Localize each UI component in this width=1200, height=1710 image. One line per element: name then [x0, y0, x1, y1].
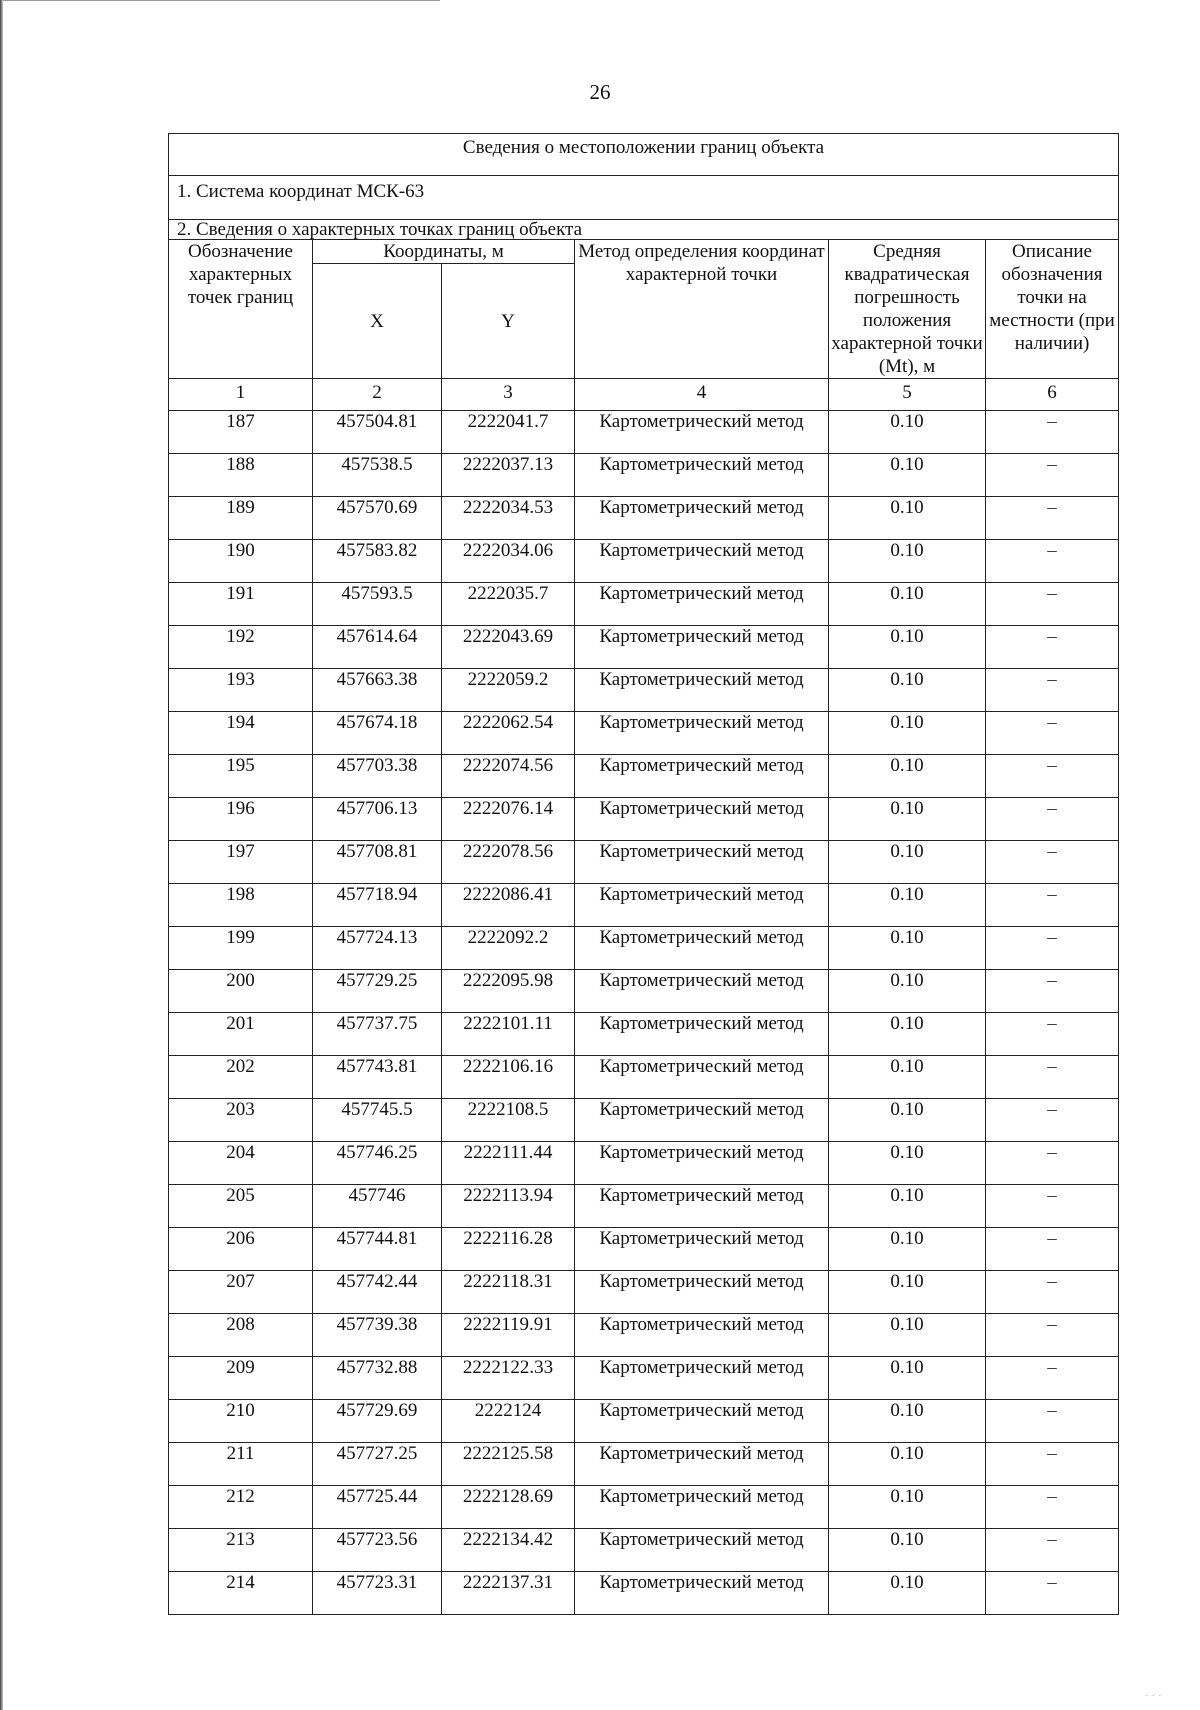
- cell-point: 212: [169, 1486, 313, 1529]
- cell-method: Картометрический метод: [575, 454, 829, 497]
- cell-method: Картометрический метод: [575, 1185, 829, 1228]
- table-row: [169, 841, 1119, 884]
- cell-method: Картометрический метод: [575, 1314, 829, 1357]
- cell-x: 457614.64: [313, 626, 442, 669]
- cell-y: 2222134.42: [442, 1529, 575, 1572]
- cell-error: 0.10: [829, 1142, 986, 1185]
- column-number: 4: [575, 379, 829, 411]
- column-number: 5: [829, 379, 986, 411]
- cell-y: 2222062.54: [442, 712, 575, 755]
- cell-error: 0.10: [829, 540, 986, 583]
- table-row: [169, 1142, 1119, 1185]
- cell-method: Картометрический метод: [575, 1357, 829, 1400]
- cell-method: Картометрический метод: [575, 1271, 829, 1314]
- scan-edge-shadow: [0, 0, 3, 1710]
- cell-error: 0.10: [829, 1572, 986, 1615]
- cell-x: 457504.81: [313, 411, 442, 454]
- cell-method: Картометрический метод: [575, 1529, 829, 1572]
- cell-x: 457708.81: [313, 841, 442, 884]
- cell-method: Картометрический метод: [575, 540, 829, 583]
- section-title: 2. Сведения о характерных точках границ объекта: [169, 220, 1119, 240]
- table-row: [169, 755, 1119, 798]
- cell-point: 205: [169, 1185, 313, 1228]
- table-row: [169, 454, 1119, 497]
- cell-y: 2222074.56: [442, 755, 575, 798]
- header-x: X: [313, 264, 442, 379]
- cell-y: 2222106.16: [442, 1056, 575, 1099]
- cell-y: 2222125.58: [442, 1443, 575, 1486]
- cell-y: 2222035.7: [442, 583, 575, 626]
- cell-description: –: [986, 1056, 1119, 1099]
- cell-method: Картометрический метод: [575, 927, 829, 970]
- cell-description: –: [986, 411, 1119, 454]
- table-row: [169, 1443, 1119, 1486]
- table-row: [169, 1400, 1119, 1443]
- cell-method: Картометрический метод: [575, 1443, 829, 1486]
- table-row: [169, 1357, 1119, 1400]
- table-row: [169, 1056, 1119, 1099]
- cell-y: 2222118.31: [442, 1271, 575, 1314]
- table-row: [169, 712, 1119, 755]
- cell-point: 204: [169, 1142, 313, 1185]
- cell-y: 2222086.41: [442, 884, 575, 927]
- column-number: 3: [442, 379, 575, 411]
- table-row: [169, 411, 1119, 454]
- cell-x: 457583.82: [313, 540, 442, 583]
- boundary-points-table: [168, 133, 1119, 1615]
- header-method: Метод определения координат характерной точки: [575, 240, 829, 379]
- table-row: [169, 1099, 1119, 1142]
- table-row: [169, 884, 1119, 927]
- cell-description: –: [986, 1099, 1119, 1142]
- cell-error: 0.10: [829, 755, 986, 798]
- cell-method: Картометрический метод: [575, 1099, 829, 1142]
- cell-x: 457739.38: [313, 1314, 442, 1357]
- cell-method: Картометрический метод: [575, 1228, 829, 1271]
- cell-point: 208: [169, 1314, 313, 1357]
- cell-error: 0.10: [829, 841, 986, 884]
- cell-x: 457729.25: [313, 970, 442, 1013]
- cell-error: 0.10: [829, 1228, 986, 1271]
- cell-error: 0.10: [829, 454, 986, 497]
- cell-error: 0.10: [829, 884, 986, 927]
- cell-x: 457663.38: [313, 669, 442, 712]
- cell-description: –: [986, 712, 1119, 755]
- cell-description: –: [986, 1271, 1119, 1314]
- cell-description: –: [986, 1443, 1119, 1486]
- cell-method: Картометрический метод: [575, 841, 829, 884]
- cell-method: Картометрический метод: [575, 669, 829, 712]
- cell-description: –: [986, 583, 1119, 626]
- cell-method: Картометрический метод: [575, 1013, 829, 1056]
- table-row: [169, 669, 1119, 712]
- cell-x: 457723.31: [313, 1572, 442, 1615]
- cell-x: 457744.81: [313, 1228, 442, 1271]
- column-number: 1: [169, 379, 313, 411]
- cell-point: 189: [169, 497, 313, 540]
- cell-point: 190: [169, 540, 313, 583]
- cell-description: –: [986, 798, 1119, 841]
- cell-method: Картометрический метод: [575, 884, 829, 927]
- cell-description: –: [986, 1357, 1119, 1400]
- cell-description: –: [986, 669, 1119, 712]
- cell-error: 0.10: [829, 1271, 986, 1314]
- header-point: Обозначение характерных точек границ: [169, 240, 313, 379]
- cell-error: 0.10: [829, 1185, 986, 1228]
- cell-error: 0.10: [829, 1443, 986, 1486]
- header-row: [169, 240, 1119, 264]
- cell-description: –: [986, 540, 1119, 583]
- cell-method: Картометрический метод: [575, 1400, 829, 1443]
- cell-x: 457703.38: [313, 755, 442, 798]
- cell-x: 457743.81: [313, 1056, 442, 1099]
- cell-method: Картометрический метод: [575, 798, 829, 841]
- cell-error: 0.10: [829, 411, 986, 454]
- cell-method: Картометрический метод: [575, 411, 829, 454]
- cell-x: 457538.5: [313, 454, 442, 497]
- cell-point: 198: [169, 884, 313, 927]
- cell-y: 2222122.33: [442, 1357, 575, 1400]
- cell-description: –: [986, 970, 1119, 1013]
- cell-y: 2222034.53: [442, 497, 575, 540]
- cell-y: 2222095.98: [442, 970, 575, 1013]
- table-row: [169, 1228, 1119, 1271]
- cell-x: 457729.69: [313, 1400, 442, 1443]
- cell-description: –: [986, 1228, 1119, 1271]
- cell-method: Картометрический метод: [575, 626, 829, 669]
- cell-method: Картометрический метод: [575, 583, 829, 626]
- table-title-row: [169, 134, 1119, 176]
- table-row: [169, 1314, 1119, 1357]
- cell-description: –: [986, 1486, 1119, 1529]
- cell-point: 201: [169, 1013, 313, 1056]
- cell-description: –: [986, 1314, 1119, 1357]
- cell-y: 2222113.94: [442, 1185, 575, 1228]
- cell-x: 457742.44: [313, 1271, 442, 1314]
- cell-y: 2222059.2: [442, 669, 575, 712]
- cell-point: 213: [169, 1529, 313, 1572]
- cell-x: 457570.69: [313, 497, 442, 540]
- cell-point: 196: [169, 798, 313, 841]
- table-row: [169, 798, 1119, 841]
- cell-point: 207: [169, 1271, 313, 1314]
- scan-artifact-mark: . . .: [1145, 1688, 1162, 1698]
- cell-y: 2222092.2: [442, 927, 575, 970]
- cell-point: 200: [169, 970, 313, 1013]
- coordinate-system-row: [169, 176, 1119, 220]
- cell-description: –: [986, 1529, 1119, 1572]
- cell-description: –: [986, 454, 1119, 497]
- cell-error: 0.10: [829, 1486, 986, 1529]
- cell-x: 457732.88: [313, 1357, 442, 1400]
- cell-y: 2222128.69: [442, 1486, 575, 1529]
- column-number: 6: [986, 379, 1119, 411]
- cell-description: –: [986, 626, 1119, 669]
- cell-x: 457724.13: [313, 927, 442, 970]
- table-title: Сведения о местоположении границ объекта: [169, 134, 1119, 176]
- column-number: 2: [313, 379, 442, 411]
- cell-error: 0.10: [829, 1013, 986, 1056]
- cell-point: 191: [169, 583, 313, 626]
- table-row: [169, 1529, 1119, 1572]
- cell-description: –: [986, 884, 1119, 927]
- cell-description: –: [986, 755, 1119, 798]
- cell-point: 192: [169, 626, 313, 669]
- cell-description: –: [986, 841, 1119, 884]
- cell-description: –: [986, 1142, 1119, 1185]
- cell-error: 0.10: [829, 927, 986, 970]
- cell-error: 0.10: [829, 669, 986, 712]
- cell-error: 0.10: [829, 626, 986, 669]
- cell-y: 2222111.44: [442, 1142, 575, 1185]
- cell-point: 197: [169, 841, 313, 884]
- section-title-row: [169, 220, 1119, 240]
- cell-point: 211: [169, 1443, 313, 1486]
- cell-y: 2222137.31: [442, 1572, 575, 1615]
- table-row: [169, 1572, 1119, 1615]
- table-row: [169, 497, 1119, 540]
- cell-y: 2222043.69: [442, 626, 575, 669]
- cell-method: Картометрический метод: [575, 755, 829, 798]
- cell-y: 2222034.06: [442, 540, 575, 583]
- scan-artifact-line: [0, 0, 440, 1]
- cell-x: 457593.5: [313, 583, 442, 626]
- cell-y: 2222078.56: [442, 841, 575, 884]
- cell-point: 193: [169, 669, 313, 712]
- cell-y: 2222101.11: [442, 1013, 575, 1056]
- table-row: [169, 1013, 1119, 1056]
- header-y: Y: [442, 264, 575, 379]
- coordinate-system: 1. Система координат МСК-63: [169, 176, 1119, 220]
- cell-x: 457674.18: [313, 712, 442, 755]
- cell-point: 187: [169, 411, 313, 454]
- cell-error: 0.10: [829, 798, 986, 841]
- table-row: [169, 1271, 1119, 1314]
- cell-method: Картометрический метод: [575, 712, 829, 755]
- cell-error: 0.10: [829, 1400, 986, 1443]
- cell-error: 0.10: [829, 583, 986, 626]
- table-row: [169, 626, 1119, 669]
- cell-method: Картометрический метод: [575, 1572, 829, 1615]
- cell-error: 0.10: [829, 1357, 986, 1400]
- cell-point: 199: [169, 927, 313, 970]
- header-description: Описание обозначения точки на местности (при наличии): [986, 240, 1119, 379]
- cell-y: 2222076.14: [442, 798, 575, 841]
- cell-description: –: [986, 1400, 1119, 1443]
- cell-point: 206: [169, 1228, 313, 1271]
- cell-x: 457725.44: [313, 1486, 442, 1529]
- cell-method: Картометрический метод: [575, 970, 829, 1013]
- table-row: [169, 970, 1119, 1013]
- cell-description: –: [986, 1185, 1119, 1228]
- cell-x: 457723.56: [313, 1529, 442, 1572]
- table-row: [169, 540, 1119, 583]
- cell-point: 202: [169, 1056, 313, 1099]
- cell-point: 214: [169, 1572, 313, 1615]
- cell-x: 457737.75: [313, 1013, 442, 1056]
- cell-point: 203: [169, 1099, 313, 1142]
- cell-description: –: [986, 1013, 1119, 1056]
- column-numbers-row: [169, 379, 1119, 411]
- header-coordinates: Координаты, м: [313, 240, 575, 264]
- table-body: [169, 134, 1119, 1615]
- cell-x: 457746: [313, 1185, 442, 1228]
- cell-point: 194: [169, 712, 313, 755]
- cell-y: 2222041.7: [442, 411, 575, 454]
- cell-method: Картометрический метод: [575, 497, 829, 540]
- cell-method: Картометрический метод: [575, 1486, 829, 1529]
- cell-error: 0.10: [829, 1099, 986, 1142]
- cell-method: Картометрический метод: [575, 1056, 829, 1099]
- table-row: [169, 1486, 1119, 1529]
- cell-error: 0.10: [829, 1529, 986, 1572]
- table-row: [169, 1185, 1119, 1228]
- cell-y: 2222037.13: [442, 454, 575, 497]
- cell-error: 0.10: [829, 712, 986, 755]
- cell-error: 0.10: [829, 497, 986, 540]
- cell-y: 2222116.28: [442, 1228, 575, 1271]
- cell-point: 195: [169, 755, 313, 798]
- cell-x: 457746.25: [313, 1142, 442, 1185]
- page-number: 26: [589, 80, 611, 104]
- cell-point: 210: [169, 1400, 313, 1443]
- cell-x: 457706.13: [313, 798, 442, 841]
- table-row: [169, 927, 1119, 970]
- cell-y: 2222108.5: [442, 1099, 575, 1142]
- cell-point: 188: [169, 454, 313, 497]
- cell-method: Картометрический метод: [575, 1142, 829, 1185]
- table-row: [169, 583, 1119, 626]
- cell-x: 457718.94: [313, 884, 442, 927]
- cell-description: –: [986, 927, 1119, 970]
- cell-error: 0.10: [829, 970, 986, 1013]
- cell-error: 0.10: [829, 1314, 986, 1357]
- cell-y: 2222124: [442, 1400, 575, 1443]
- header-error: Средняя квадратическая погрешность положения характерной точки (Mt), м: [829, 240, 986, 379]
- cell-y: 2222119.91: [442, 1314, 575, 1357]
- cell-point: 209: [169, 1357, 313, 1400]
- cell-description: –: [986, 1572, 1119, 1615]
- cell-description: –: [986, 497, 1119, 540]
- cell-x: 457745.5: [313, 1099, 442, 1142]
- cell-error: 0.10: [829, 1056, 986, 1099]
- cell-x: 457727.25: [313, 1443, 442, 1486]
